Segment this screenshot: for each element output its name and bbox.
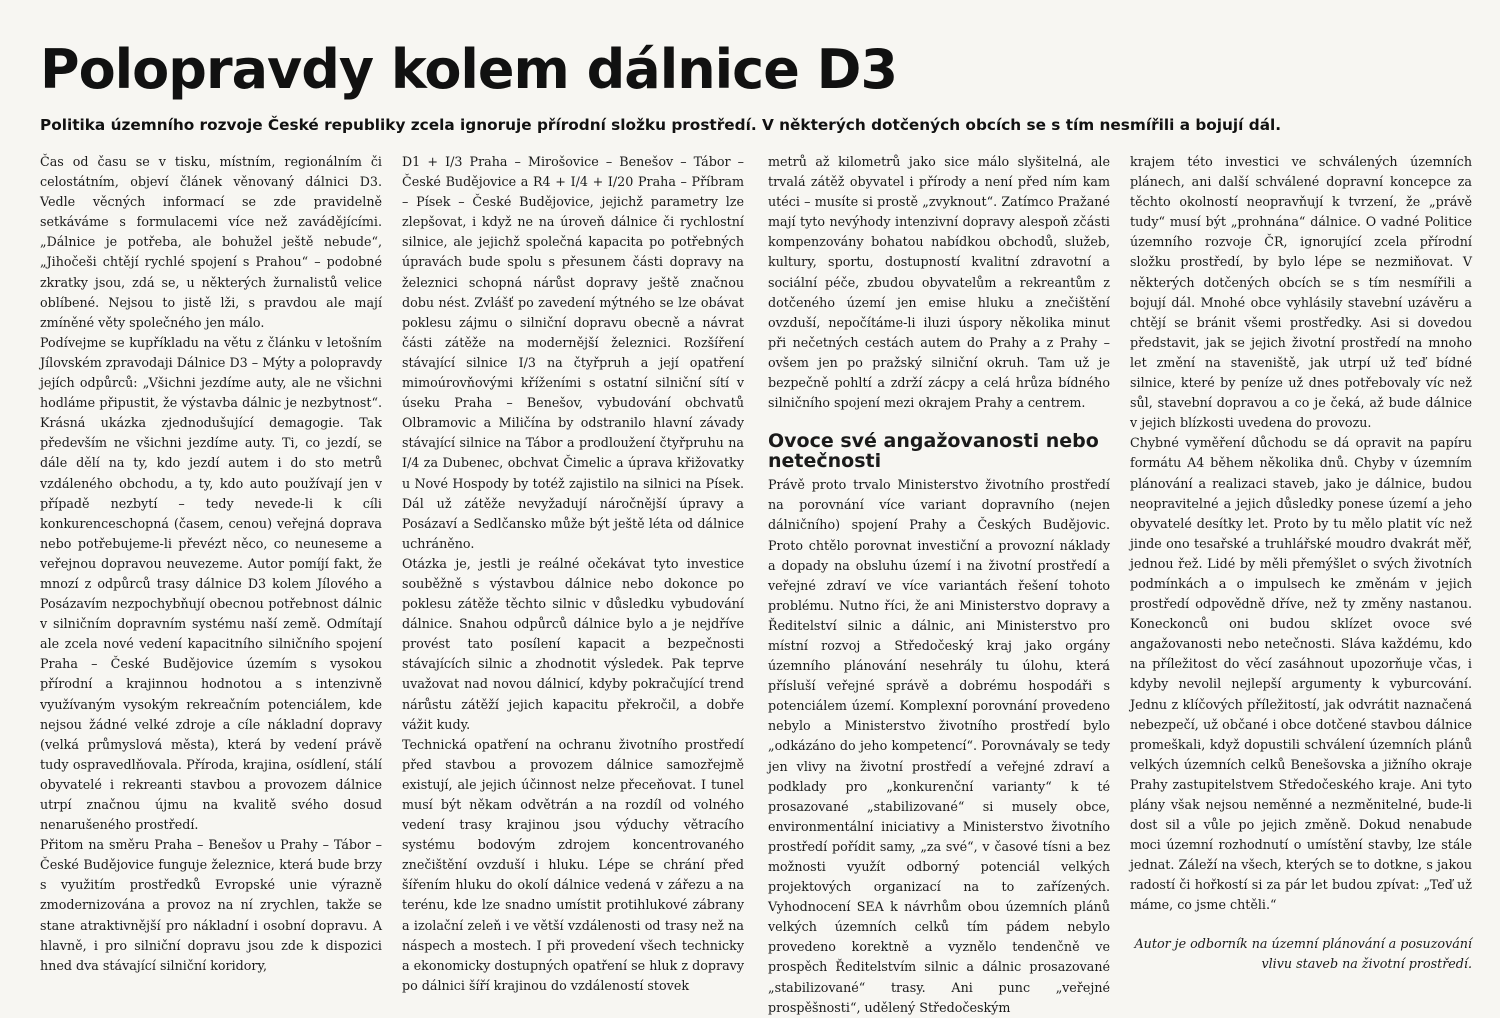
paragraph: krajem této investici ve schválených územních plánech, ani další schválené dopravní koncepce za těchto okolností neopravňují k tvrzení, že „právě tudy“ musí být „prohnána“ dálnice. O vadné Politice územního rozvoje ČR, ignorující zcela přírodní složku prostředí, by bylo lépe se nezmiňovat. V některých dotčených obcích se s tím nesmířili a bojují dál. Mnohé obce vyhlásily stavební uzávěru a chtějí se bránit všemi prostředky. Asi si dovedou představit, jak se jejich životní prostředí na mnoho let změní na staveniště, jak utrpí už teď bídné silnice, které by peníze už dnes potřebovaly víc než sůl, stavební dopravou a co je čeká, až bude dálnice v jejich blízkosti uvedena do provozu. <box>1130 154 1472 431</box>
author-note: Autor je odborník na územní plánování a posuzování vlivu staveb na životní prostředí. <box>1134 935 1472 971</box>
paragraph: Čas od času se v tisku, místním, regionálním či celostátním, objeví článek věnovaný dálnici D3. Vedle věcných informací se zde pravidelně setkáváme s formulacemi více než zavádějícími. „Dálnice je potřeba, ale bohužel ještě nebude“, „Jihočeši chtějí rychlé spojení s Prahou“ – podobné zkratky jsou, zdá se, u některých žurnalistů velice oblíbené. Nejsou to jistě lži, s pravdou ale mají zmíněné věty společného jen málo. <box>40 154 382 330</box>
paragraph: Přitom na směru Praha – Benešov u Prahy – Tábor – České Budějovice funguje železnice, která bude brzy s využitím prostředků Evropské unie výrazně zmodernizována a provoz na ní zrychlen, takže se stane atraktivnější pro nákladní i osobní dopravu. A hlavně, i pro silniční dopravu jsou zde k dispozici hned dva stávající silniční koridory, <box>40 837 382 973</box>
article-column-3 <box>768 152 1110 1018</box>
paragraph: D1 + I/3 Praha – Mirošovice – Benešov – Tábor – České Budějovice a R4 + I/4 + I/20 Praha – Příbram – Písek – České Budějovice, jejichž parametry lze zlepšovat, i když ne na úroveň dálnice či rychlostní silnice, ale jejichž společná kapacita po potřebných úpravách bude spolu s přesunem části dopravy na železnici schopná nárůst dopravy ještě značnou dobu nést. Zvlášť po zavedení mýtného se lze obávat poklesu zájmu o silniční dopravu obecně a návrat části zátěže na modernější železnici. Rozšíření stávající silnice I/3 na čtyřpruh a její opatření mimoúrovňovými kříženími s ostatní silniční sítí v úseku Praha – Benešov, vybudování obchvatů Olbramovic a Miličína by odstranilo hlavní závady stávající silnice na Tábor a prodloužení čtyřpruhu na I/4 za Dubenec, obchvat Čimelic a úprava křižovatky u Nové Hospody by totéž zajistilo na silnici na Písek. Dál už zátěže nevyžadují náročnější úpravy a Posázaví a Sedlčansko může být ještě léta od dálnice uchráněno. <box>402 154 744 551</box>
paragraph: Technická opatření na ochranu životního prostředí před stavbou a provozem dálnice samozřejmě existují, ale jejich účinnost nelze přeceňovat. I tunel musí být někam odvětrán a na rozdíl od volného vedení trasy krajinou jsou výduchy větracího systému bodovým zdrojem koncentrovaného znečištění ovzduší i hluku. Lépe se chrání před šířením hluku do okolí dálnice vedená v zářezu a na terénu, kde lze snadno umístit protihlukové zábrany a izolační zeleň i ve větší vzdálenosti od trasy než na náspech a mostech. I při provedení všech technicky a ekonomicky dostupných opatření se hluk z dopravy po dálnici šíří krajinou do vzdáleností stovek <box>402 736 744 993</box>
paragraph: metrů až kilometrů jako sice málo slyšitelná, ale trvalá zátěž obyvatel i přírody a není před ním kam utéci – musíte si prostě „zvyknout“. Zatímco Pražané mají tyto nevýhody intenzivní dopravy alespoň zčásti kompenzovány bohatou nabídkou obchodů, služeb, kultury, sportu, dostupností kvalitní zdravotní a sociální péče, zbudou obyvatelům a rekreantům z dotčeného území jen emise hluku a znečištění ovzduší, nepočítáme-li iluzi úspory několika minut při nečetných cestách autem do Prahy a z Prahy – ovšem jen po pražský silniční okruh. Tam už je bezpečně pohltí a zdrží zácpy a celá hrůza bídného silničního spojení mezi okrajem Prahy a centrem. <box>768 154 1110 411</box>
section-subheading: Ovoce své angažovanosti nebo netečnosti <box>768 430 1099 473</box>
article-headline: Polopravdy kolem dálnice D3 <box>40 38 898 101</box>
article-column-1 <box>40 152 382 976</box>
article-column-2 <box>402 152 744 996</box>
paragraph: Právě proto trvalo Ministerstvo životního prostředí na porovnání více variant dopravního (nejen dálničního) spojení Prahy a Českých Budějovic. Proto chtělo porovnat investiční a provozní náklady a dopady na obsluhu území i na životní prostředí a veřejné zdraví ve více variantách řešení tohoto problému. Nutno říci, že ani Ministerstvo dopravy a Ředitelství silnic a dálnic, ani Ministerstvo pro místní rozvoj a Středočeský kraj jako orgány územního plánování nesehrály tu úlohu, která přísluší veřejné správě a dobrému hospodáři s potenciálem území. Komplexní porovnání provedeno nebylo a Ministerstvo životního prostředí bylo „odkázáno do jeho kompetencí“. Porovnávaly se tedy jen vlivy na životní prostředí a veřejné zdraví a podklady pro „konkurenční varianty“ k té prosazované „stabilizované“ si musely obce, environmentální iniciativy a Ministerstvo životního prostředí pořídit samy, „za své“, v časové tísni a bez možnosti využít odborný potenciál velkých projektových organizací na to zařízených. Vyhodnocení SEA k návrhům obou územních plánů velkých územních celků tím pádem nebylo provedeno korektně a vyznělo tendenčně ve prospěch Ředitelstvím silnic a dálnic prosazované „stabilizované“ trasy. Ani punc „veřejné prospěšnosti“, udělený Středočeským <box>768 477 1110 1015</box>
paragraph: Otázka je, jestli je reálné očekávat tyto investice souběžně s výstavbou dálnice nebo dokonce po poklesu zátěže těchto silnic v důsledku vybudování dálnice. Snahou odpůrců dálnice bylo a je nejdříve provést tato posílení kapacit a bezpečnosti stávajících silnic a zhodnotit výsledek. Pak teprve uvažovat nad novou dálnicí, kdyby pokračující trend nárůstu zátěží jejich kapacitu překročil, a dobře vážit kudy. <box>402 555 744 732</box>
article-lead: Politika územního rozvoje České republiky zcela ignoruje přírodní složku prostředí. V některých dotčených obcích se s tím nesmířili a bojují dál. <box>40 116 1282 134</box>
article-column-4 <box>1130 152 1472 974</box>
paragraph: Chybné vyměření důchodu se dá opravit na papíru formátu A4 během několika dnů. Chyby v územním plánování a realizaci staveb, jako je dálnice, budou neopravitelné a jejich důsledky ponese území a jeho obyvatelé desítky let. Proto by tu mělo platit víc než jinde ono tesařské a truhlářské moudro dvakrát měř, jednou řež. Lidé by měli přemýšlet o svých životních podmínkách a o impulsech ke změnám v jejich prostředí odpovědně dříve, než ty změny nastanou. Koneckonců oni budou sklízet ovoce své angažovanosti nebo netečnosti. Sláva každému, kdo na příležitost do věcí zasáhnout upozorňuje včas, i kdyby nevolil nejlepší argumenty k vyburcování. Jednu z klíčových příležitostí, jak odvrátit naznačená nebezpečí, už občané i obce dotčené stavbou dálnice promeškali, když dopustili schválení územních plánů velkých územních celků Benešovska a jižního okraje Prahy zastupitelstvem Středočeského kraje. Ani tyto plány však nejsou neměnné a nezměnitelné, bude-li dost sil a vůle po jejich změně. Dokud nenabude moci územní rozhodnutí o umístění stavby, lze stále jednat. Záleží na všech, kterých se to dotkne, s jakou radostí či hořkostí si za pár let budou zpívat: „Teď už máme, co jsme chtěli.“ <box>1130 435 1472 913</box>
paragraph: Podívejme se kupříkladu na větu z článku v letošním Jílovském zpravodaji Dálnice D3 – Mýty a polopravdy jejích odpůrců: „Všichni jezdíme auty, ale ne všichni hodláme připustit, že výstavba dálnic je nezbytnost“. Krásná ukázka zjednodušující demagogie. Tak především ne všichni jezdíme auty. Ti, co jezdí, se dále dělí na ty, kdo jezdí autem i do sto metrů vzdáleného obchodu, a ty, kdo auto používají jen v případě nezbytí – tedy nevede-li k cíli konkurenceschopná (časem, cenou) veřejná doprava nebo potřebujeme-li převézt něco, co neuneseme a veřejnou dopravou neuvezeme. Autor pomíjí fakt, že mnozí z odpůrců trasy dálnice D3 kolem Jílového a Posázavím nezpochybňují obecnou potřebnost dálnic v silničním dopravním systému naší země. Odmítají ale zcela nové vedení kapacitního silničního spojení Praha – České Budějovice územím s vysokou přírodní a krajinnou hodnotou a s intenzivně využívaným vysokým rekreačním potenciálem, kde nejsou žádné velké zdroje a cíle nákladní dopravy (velká průmyslová města), která by vedení právě tudy ospravedlňovala. Příroda, krajina, osídlení, stálí obyvatelé i rekreanti stavbou a provozem dálnice utrpí značnou újmu na kvalitě svého dosud nenarušeného prostředí. <box>40 334 382 833</box>
